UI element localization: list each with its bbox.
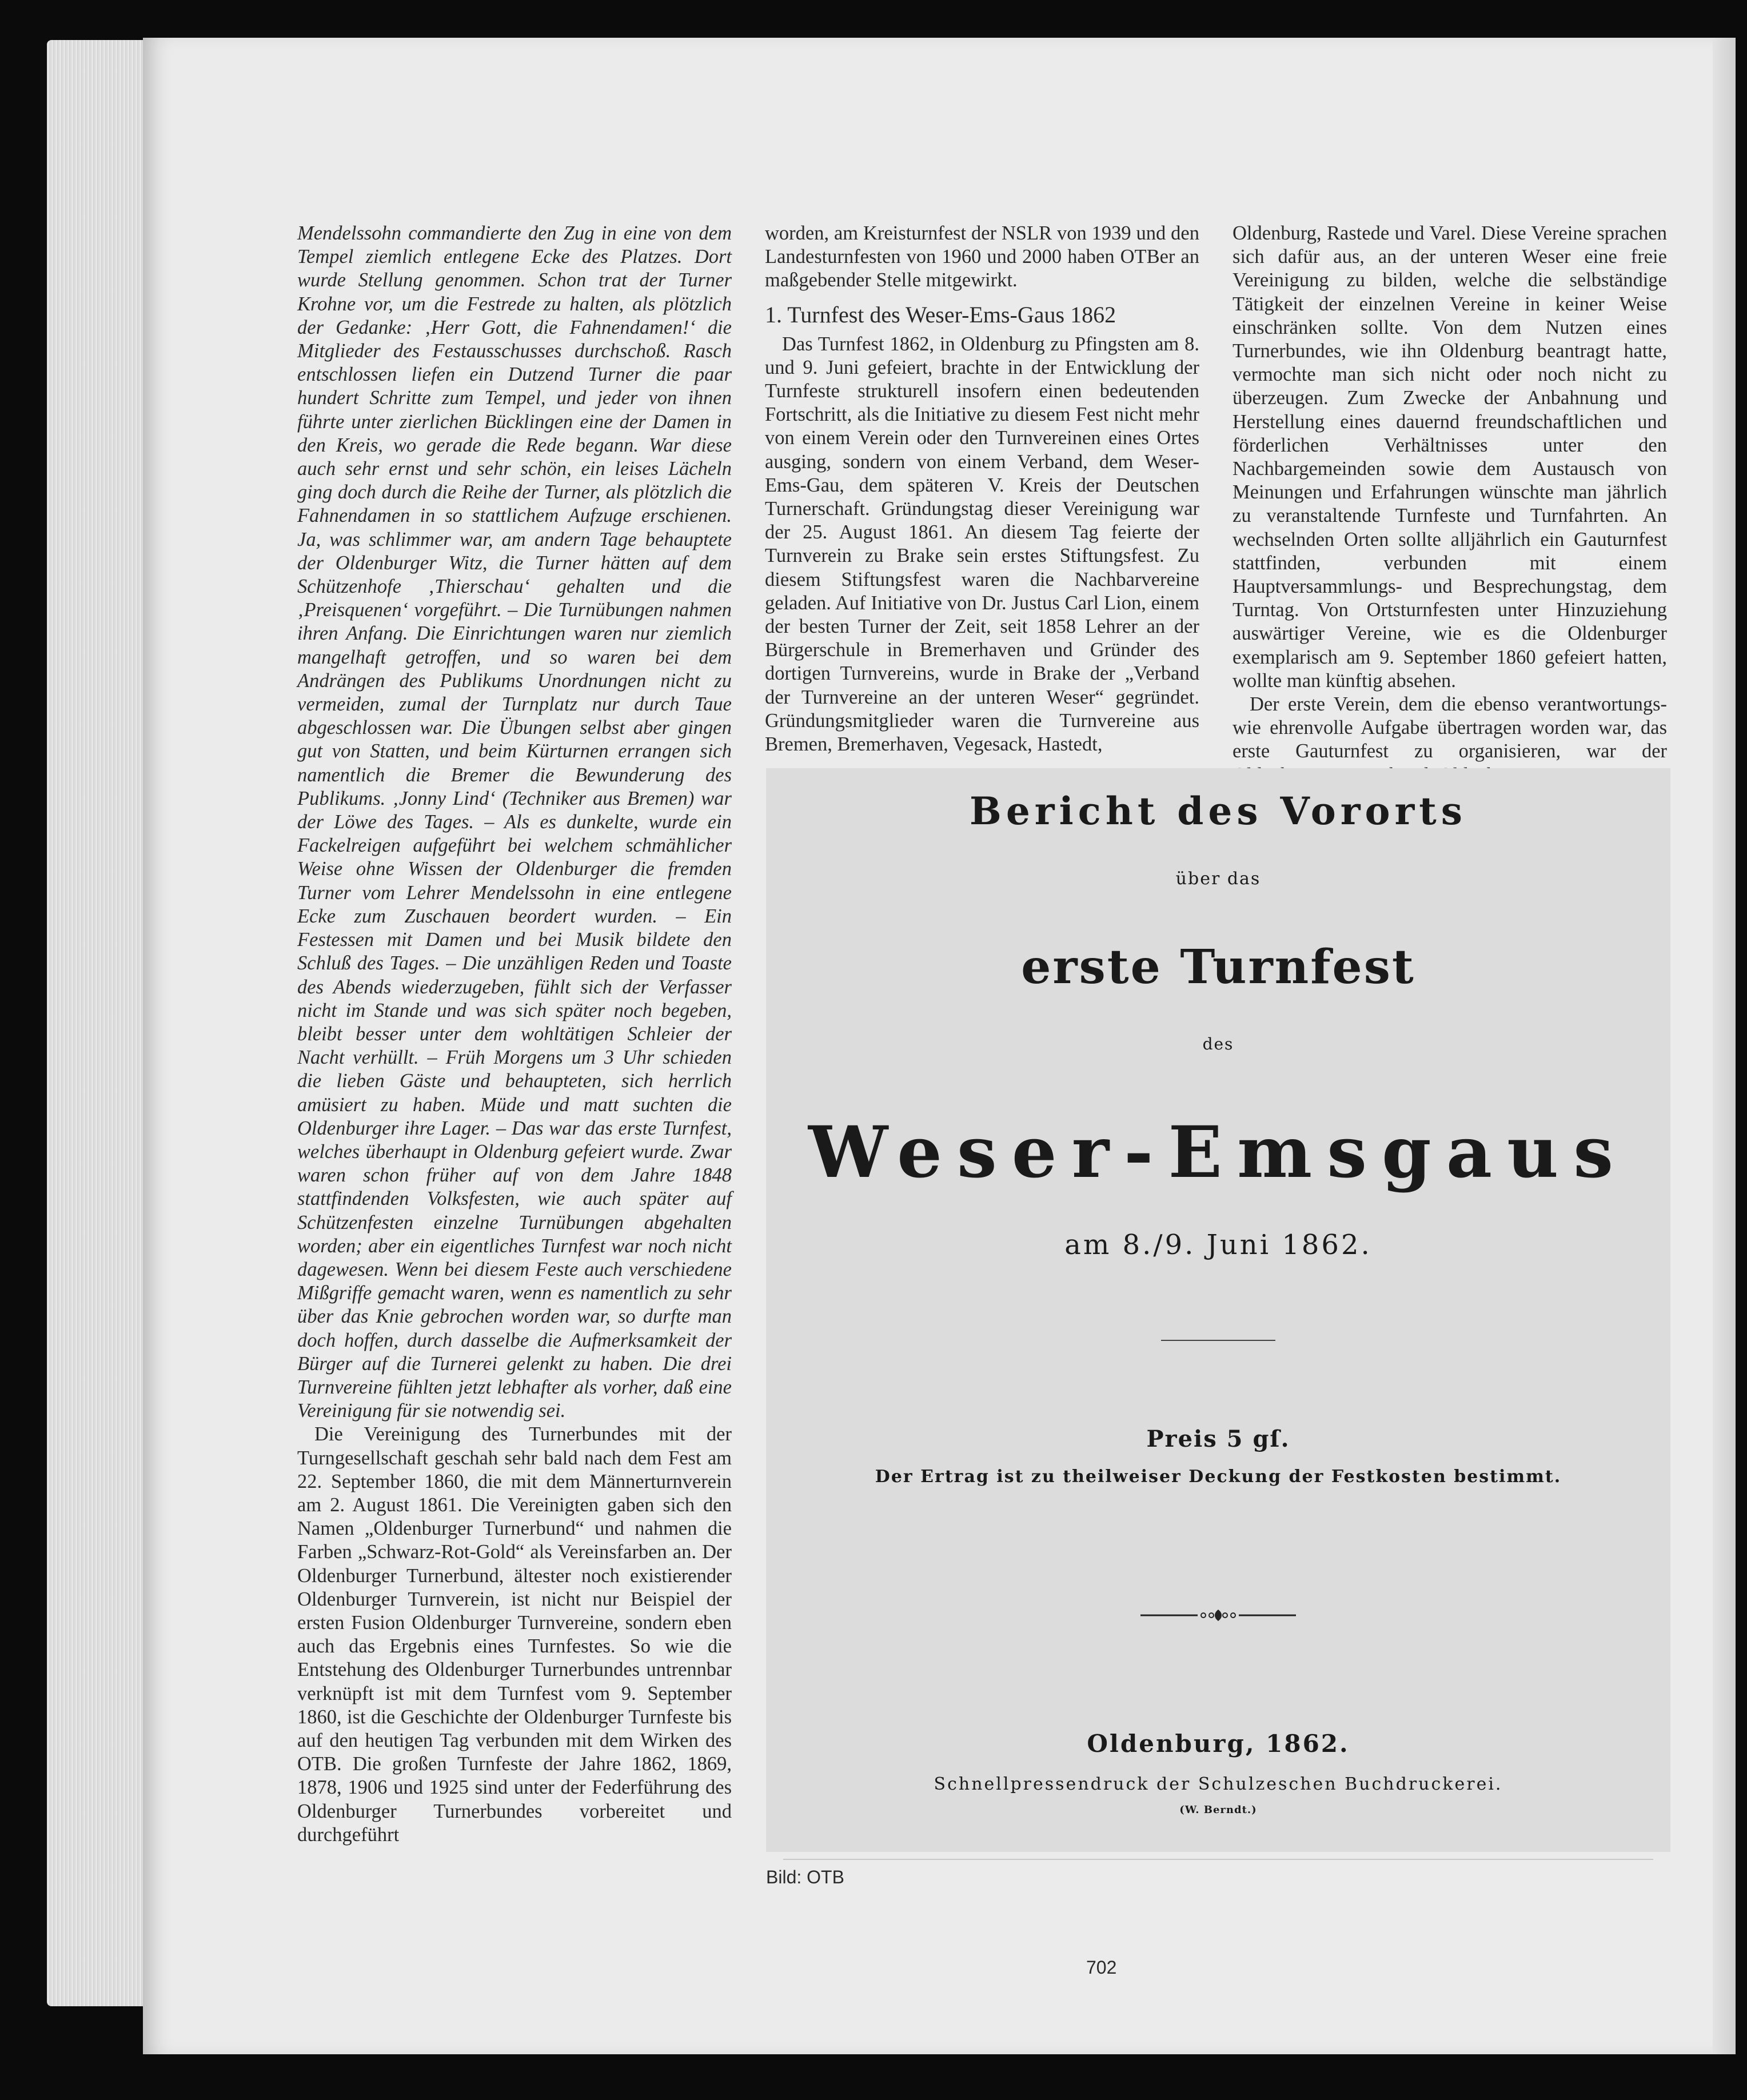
quoted-report-italic: Mendelssohn commandierte den Zug in eine von dem Tempel ziemlich entlegene Ecke des Platzes. Dort wurde Stellung genommen. Schon trat der Turner Krohne vor, um die Festrede zu halten, als plötzlich der Gedanke: ‚Herr Gott, die Fahnendamen!‘ die Mitglieder des Festausschusses durchschoß. Rasch entschlossen liefen ein Dutzend Turner die paar hundert Schritte zum Tempel, und jeder von ihnen führte unter zierlichen Bücklingen eine der Damen in den Kreis, wo gerade die Rede begann. War diese auch sehr ernst und sehr schön, ein leises Lächeln ging doch durch die Reihe der Turner, als plötzlich die Fahnendamen in so stattlichem Aufzuge erschienen. Ja, was schlimmer war, am andern Tage behauptete der Oldenburger Witz, die Turner hätten auf dem Schützenhofe ‚Thierschau‘ gehalten und die ‚Preisquenen‘ vorgeführt. – Die Turnübungen nahmen ihren Anfang. Die Einrichtungen waren nur ziemlich mangelhaft getroffen, und so waren bei dem Andrängen des Publikums Unordnungen nicht zu vermeiden, zumal der Turnplatz nur durch Taue abgeschlossen war. Die Übungen selbst aber gingen gut von Statten, und beim Kürturnen errangen sich namentlich die Bremer die Bewunderung des Publikums. ‚Jonny Lind‘ (Techniker aus Bremen) war der Löwe des Tages. – Als es dunkelte, wurde ein Fackelreigen aufgeführt bei welchem schmählicher Weise ohne Wissen der Oldenburger die fremden Turner vom Lehrer Mendelssohn in eine entlegene Ecke zum Zuschauen beordert wurden. – Ein Festessen mit Damen und bei Musik bildete den Schluß des Tages. – Die unzähligen Reden und Toaste des Abends wiederzugeben, fühlt sich der Verfasser nicht im Stande und was sich später noch begeben, bleibt besser unter dem wohltätigen Schleier der Nacht verhüllt. – Früh Morgens um 3 Uhr schieden die lieben Gäste und behaupteten, sich herrlich amüsiert zu haben. Müde und matt suchten die Oldenburger ihre Lager. – Das war das erste Turnfest, welches überhaupt in Oldenburg gefeiert wurde. Zwar waren schon früher auf von dem Jahre 1848 stattfindenden Volksfesten, wie auch später auf Schützenfesten einzelne Turnübungen abgehalten worden; aber ein eigentliches Turnfest war noch nicht dagewesen. Wenn bei diesem Feste auch verschiedene Mißgriffe gemacht waren, wenn es namentlich zu sehr über das Knie gebrochen worden war, so durfte man doch hoffen, durch dasselbe die Aufmerksamkeit der Bürger auf die Turnerei gelenkt zu haben. Die drei Turnvereine fühlten jetzt lebhafter als vorher, daß eine Vereinigung für sie notwendig sei. [297, 222, 732, 1422]
facsimile-weser-emsgaus: Weser-Emsgaus [808, 1111, 1629, 1194]
paragraph-vereinigung: Die Vereinigung des Turnerbundes mit der Turngesellschaft geschah sehr bald nach dem Fest am 22. September 1860, die mit dem Männerturnverein am 2. August 1861. Die Vereinigten gaben sich den Namen „Oldenburger Turnerbund“ und nahmen die Farben „Schwarz-Rot-Gold“ als Vereinsfarben an. Der Oldenburger Turnerbund, ältester noch existierender Oldenburger Turnverein, ist nicht nur Beispiel der ersten Fusion Oldenburger Turnvereine, sondern eben auch das Ergebnis eines Turnfestes. So wie die Entstehung des Oldenburger Turnerbundes untrennbar verknüpft ist mit dem Turnfest vom 9. September 1860, ist die Geschichte der Oldenburger Turnfeste bis auf den heutigen Tag verbunden mit dem Wirken des OTB. Die großen Turnfeste der Jahre 1862, 1869, 1878, 1906 und 1925 sind unter der Federführung des Oldenburger Turnerbundes vorbereitet und durchgeführt [297, 1423, 732, 1846]
book-page-stack [47, 40, 155, 2006]
paragraph-vereine: Oldenburg, Rastede und Varel. Diese Vereine sprachen sich dafür aus, an der unteren Weser eine freie Vereinigung zu bilden, welche die selbständige Tätigkeit der einzelnen Vereine in keiner Weise einschränken sollte. Von dem Nutzen eines Turnerbundes, wie ihn Oldenburg beantragt hatte, vermochte man sich nicht oder noch nicht zu überzeugen. Zum Zwecke der Anbahnung und Herstellung eines dauernd freundschaftlichen und förderlichen Verhältnisses unter den Nachbargemeinden sowie dem Austausch von Meinungen und Erfahrungen wünschte man jährlich zu veranstaltende Turnfeste und Turnfahrten. An wechselnden Orten sollte alljährlich ein Gauturnfest stattfinden, verbunden mit einem Hauptversammlungs- und Besprechungstag, dem Turntag. Von Ortsturnfesten unter Hinzuziehung auswärtiger Vereine, wie es die Oldenburger exemplarisch am 9. September 1860 gefeiert hatten, wollte man künftig absehen. [1233, 222, 1667, 692]
facsimile-des: des [1202, 1035, 1234, 1053]
facsimile-date: am 8./9. Juni 1862. [1064, 1229, 1372, 1261]
column-left [297, 222, 732, 1931]
section-heading: 1. Turnfest des Weser-Ems-Gaus 1862 [765, 301, 1116, 328]
paragraph-erste-verein: Der erste Verein, dem die ebenso verantwortungs- wie ehrenvolle Aufgabe übertragen worden war, das erste Gauturnfest zu organisieren, war der [1233, 693, 1667, 762]
book-page [143, 38, 1736, 2054]
facsimile-erste-turnfest: erste Turnfest [1021, 940, 1415, 995]
figure-rule [783, 1859, 1653, 1860]
figure-caption: Bild: OTB [766, 1867, 844, 1887]
facsimile-ertrag: Der Ertrag ist zu theilweiser Deckung der Festkosten bestimmt. [875, 1467, 1562, 1487]
column-right [1233, 222, 1667, 770]
facsimile-divider [1161, 1340, 1275, 1341]
column-middle [765, 222, 1199, 770]
facsimile-title: Bericht des Vororts [970, 789, 1467, 833]
facsimile-title-page [766, 768, 1670, 1852]
facsimile-oldenburg: Oldenburg, 1862. [1087, 1730, 1350, 1758]
facsimile-price: Preis 5 gſ. [1146, 1426, 1290, 1452]
page-number: 702 [1086, 1957, 1117, 1978]
facsimile-berndt: (W. Berndt.) [1179, 1804, 1257, 1816]
page-edge [1713, 38, 1736, 2054]
paragraph-turnfest-1862: Das Turnfest 1862, in Oldenburg zu Pfingsten am 8. und 9. Juni gefeiert, brachte in der Entwicklung der Turnfeste strukturell insofern einen bedeutenden Fortschritt, als die Initiative zu diesem Fest nicht mehr von einem Verein oder den Turnvereinen eines Ortes ausging, sondern von einem Verband, dem Weser-Ems-Gau, dem späteren V. Kreis der Deutschen Turnerschaft. Gründungstag dieser Vereinigung war der 25. August 1861. An diesem Tag feierte der Turnverein zu Brake sein erstes Stiftungsfest. Zu diesem Stiftungsfest waren die Nachbarvereine geladen. Auf Initiative von Dr. Justus Carl Lion, einem der besten Turner der Zeit, seit 1858 Lehrer an der Bürgerschule in Bremerhaven und Gründer des dortigen Turnvereins, wurde in Brake der „Verband der Turnvereine an der unteren Weser“ gegründet. Gründungsmitglieder waren die Turnvereine aus Bremen, Bremerhaven, Vegesack, Hastedt, [765, 333, 1199, 756]
facsimile-ueber: über das [1175, 869, 1261, 889]
facsimile-printer: Schnellpressendruck der Schulzeschen Buchdruckerei. [934, 1774, 1503, 1794]
ornament-icon [1140, 1608, 1296, 1622]
paragraph-intro: worden, am Kreisturnfest der NSLR von 1939 und den Landesturnfesten von 1960 und 2000 haben OTBer an maßgebender Stelle mitgewirkt. [765, 222, 1199, 292]
